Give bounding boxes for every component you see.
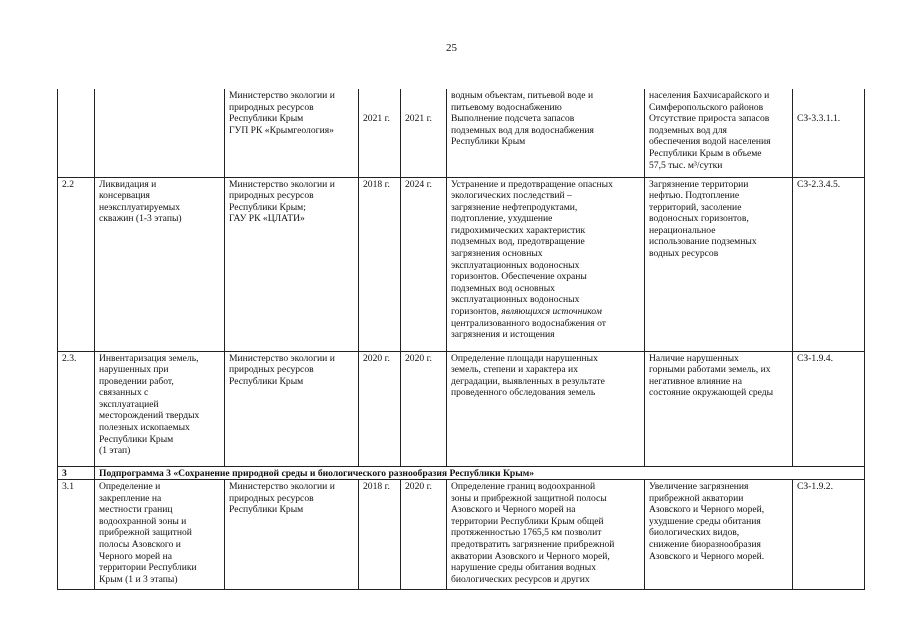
cell-line: нерациональное xyxy=(649,224,716,236)
table-row xyxy=(58,351,865,466)
cell-line: гидрохимических характеристик xyxy=(451,224,586,236)
cell-line: Министерство экологии и xyxy=(229,178,335,190)
cell-line: питьевому водоснабжению xyxy=(451,101,562,113)
cell-code: СЗ-3.3.1.1. xyxy=(793,89,865,177)
cell-line: земель, степени и характера их xyxy=(451,364,578,376)
cell-line: подземных вод для xyxy=(649,124,727,136)
cell-line: Определение границ водоохранной xyxy=(451,481,596,493)
cell-line: Министерство экологии и xyxy=(229,90,335,101)
page-number: 25 xyxy=(446,42,457,54)
cell-line: негативное влияние на xyxy=(649,375,742,387)
cell-line: Республики Крым; xyxy=(229,201,306,213)
cell-line: водных ресурсов xyxy=(649,248,719,260)
cell-line: водным объектам, питьевой воде и xyxy=(451,90,594,101)
cell-line: ухудшение среды обитания xyxy=(649,515,761,527)
cell-line: Республики Крым в объеме xyxy=(649,147,762,159)
cell-line: Крым (1 и 3 этапы) xyxy=(99,573,178,585)
cell-line: территории Республики xyxy=(99,562,197,574)
cell-line: водоносных горизонтов, xyxy=(649,213,749,225)
cell-line: использование подземных xyxy=(649,236,757,248)
cell-line: экологических последствий – xyxy=(451,190,572,202)
cell-line: полезных ископаемых xyxy=(99,422,190,434)
cell-line: Наличие нарушенных xyxy=(649,352,739,364)
cell-line: консервация xyxy=(99,190,150,202)
subprogram-title: Подпрограмма 3 «Сохранение природной среды и биологического разнообразия Республики Крым» xyxy=(95,466,865,480)
cell-end-year: 2024 г. xyxy=(401,177,447,351)
cell-line: загрязнение нефтепродуктами, xyxy=(451,201,578,213)
cell-line: Азовского и Черного морей на xyxy=(451,504,576,516)
cell-line: неэксплуатируемых xyxy=(99,201,181,213)
cell-line: территории Республики Крым общей xyxy=(451,515,604,527)
cell-line: населения Бахчисарайского и xyxy=(649,90,770,101)
cell-line: подземных вод основных xyxy=(451,282,555,294)
cell-content xyxy=(447,480,645,590)
cell-line: обеспечения водой населения xyxy=(649,136,771,148)
cell-line: Определение площади нарушенных xyxy=(451,352,598,364)
cell-code: СЗ-2.3.4.5. xyxy=(793,177,865,351)
cell-end-year: 2020 г. xyxy=(401,351,447,466)
cell-line: деградации, выявленных в результате xyxy=(451,375,605,387)
cell-line: Черного морей на xyxy=(99,550,172,562)
cell-number: 3.1 xyxy=(58,480,95,590)
cell-start-year: 2021 г. xyxy=(359,89,401,177)
cell-line: Выполнение подсчета запасов xyxy=(451,113,575,125)
cell-line: Министерство экологии и xyxy=(229,352,335,364)
cell-code: СЗ-1.9.2. xyxy=(793,480,865,590)
cell-line: нарушенных при xyxy=(99,364,169,376)
cell-line: нарушение среды обитания водных xyxy=(451,562,597,574)
cell-line: территорий, засоление xyxy=(649,201,742,213)
cell-line: снижение биоразнообразия xyxy=(649,539,761,551)
program-table xyxy=(57,89,865,590)
cell-line: местности границ xyxy=(99,504,173,516)
cell-consequences xyxy=(645,89,793,177)
cell-line: месторождений твердых xyxy=(99,410,200,422)
cell-line: подземных вод для водоснабжения xyxy=(451,124,594,136)
cell-number xyxy=(58,89,95,177)
cell-executor xyxy=(225,177,359,351)
cell-line: загрязнения и истощения xyxy=(451,329,555,341)
cell-line: Симферопольского районов xyxy=(649,101,764,113)
cell-code: СЗ-1.9.4. xyxy=(793,351,865,466)
cell-content xyxy=(447,351,645,466)
cell-line: скважин (1-3 этапы) xyxy=(99,213,182,225)
cell-line: проведенного обследования земель xyxy=(451,387,596,399)
cell-line: подтопление, ухудшение xyxy=(451,213,553,225)
cell-number: 2.2 xyxy=(58,177,95,351)
cell-executor xyxy=(225,351,359,466)
table-row xyxy=(58,480,865,590)
cell-line: загрязнения основных xyxy=(451,248,543,260)
cell-line: Устранение и предотвращение опасных xyxy=(451,178,613,190)
cell-line: эксплуатацией xyxy=(99,398,159,410)
cell-line: природных ресурсов xyxy=(229,492,314,504)
cell-line: эксплуатационных водоносных xyxy=(451,259,580,271)
cell-line: закрепление на xyxy=(99,492,162,504)
table-row xyxy=(58,177,865,351)
cell-line: природных ресурсов xyxy=(229,190,314,202)
cell-line: ГАУ РК «ЦЛАТИ» xyxy=(229,213,305,225)
cell-line: подземных вод, предотвращение xyxy=(451,236,585,248)
cell-content xyxy=(447,89,645,177)
cell-consequences xyxy=(645,177,793,351)
cell-line: связанных с xyxy=(99,387,149,399)
cell-line: природных ресурсов xyxy=(229,364,314,376)
cell-start-year: 2018 г. xyxy=(359,480,401,590)
cell-line: водоохранной зоны и xyxy=(99,515,187,527)
cell-line: протяженностью 1765,5 км позволит xyxy=(451,527,602,539)
cell-line: 57,5 тыс. м³/сутки xyxy=(649,159,723,171)
cell-line: ГУП РК «Крымгеология» xyxy=(229,124,334,136)
cell-start-year: 2018 г. xyxy=(359,177,401,351)
cell-end-year: 2021 г. xyxy=(401,89,447,177)
cell-line: горными работами земель, их xyxy=(649,364,771,376)
cell-line: нефтью. Подтопление xyxy=(649,190,740,202)
cell-line: Республики Крым xyxy=(229,504,304,516)
cell-line: зоны и прибрежной защитной полосы xyxy=(451,492,607,504)
cell-line: полосы Азовского и xyxy=(99,539,181,551)
cell-line: централизованного водоснабжения от xyxy=(451,317,606,329)
subprogram-row xyxy=(58,466,865,480)
table-row xyxy=(58,89,865,177)
cell-content xyxy=(447,177,645,351)
cell-line: Ликвидация и xyxy=(99,178,157,190)
cell-line: Республики Крым xyxy=(229,375,304,387)
cell-consequences xyxy=(645,351,793,466)
cell-line: эксплуатационных водоносных xyxy=(451,294,580,306)
cell-line: горизонтов. Обеспечение охраны xyxy=(451,271,587,283)
cell-line: Азовского и Черного морей, xyxy=(649,504,765,516)
cell-activity-name xyxy=(95,480,225,590)
cell-line: акватории Азовского и Черного морей, xyxy=(451,550,610,562)
cell-line: прибрежной акватории xyxy=(649,492,744,504)
cell-line: Загрязнение территории xyxy=(649,178,749,190)
cell-activity-name xyxy=(95,89,225,177)
cell-line: Определение и xyxy=(99,481,161,493)
cell-consequences xyxy=(645,480,793,590)
cell-line: проведении работ, xyxy=(99,375,174,387)
cell-line: Увеличение загрязнения xyxy=(649,481,749,493)
cell-line: Азовского и Черного морей. xyxy=(649,550,765,562)
cell-line: природных ресурсов xyxy=(229,101,314,113)
cell-executor xyxy=(225,89,359,177)
cell-line: Республики Крым xyxy=(229,113,304,125)
cell-line: Отсутствие прироста запасов xyxy=(649,113,770,125)
cell-line: биологических ресурсов и других xyxy=(451,573,590,585)
cell-line: прибрежной защитной xyxy=(99,527,192,539)
cell-start-year: 2020 г. xyxy=(359,351,401,466)
cell-line: предотвратить загрязнение прибрежной xyxy=(451,539,615,551)
cell-executor xyxy=(225,480,359,590)
cell-line: биологических видов, xyxy=(649,527,740,539)
cell-end-year: 2020 г. xyxy=(401,480,447,590)
cell-line: Республики Крым xyxy=(99,433,174,445)
cell-activity-name xyxy=(95,177,225,351)
cell-line: состояние окружающей среды xyxy=(649,387,774,399)
cell-line: Министерство экологии и xyxy=(229,481,335,493)
cell-activity-name xyxy=(95,351,225,466)
cell-line: Инвентаризация земель, xyxy=(99,352,199,364)
cell-number: 2.3. xyxy=(58,351,95,466)
cell-line: Республики Крым xyxy=(451,136,526,148)
subprogram-number: 3 xyxy=(58,466,95,480)
cell-line: горизонтов, являющихся источником xyxy=(451,306,602,318)
cell-line: (1 этап) xyxy=(99,445,131,457)
